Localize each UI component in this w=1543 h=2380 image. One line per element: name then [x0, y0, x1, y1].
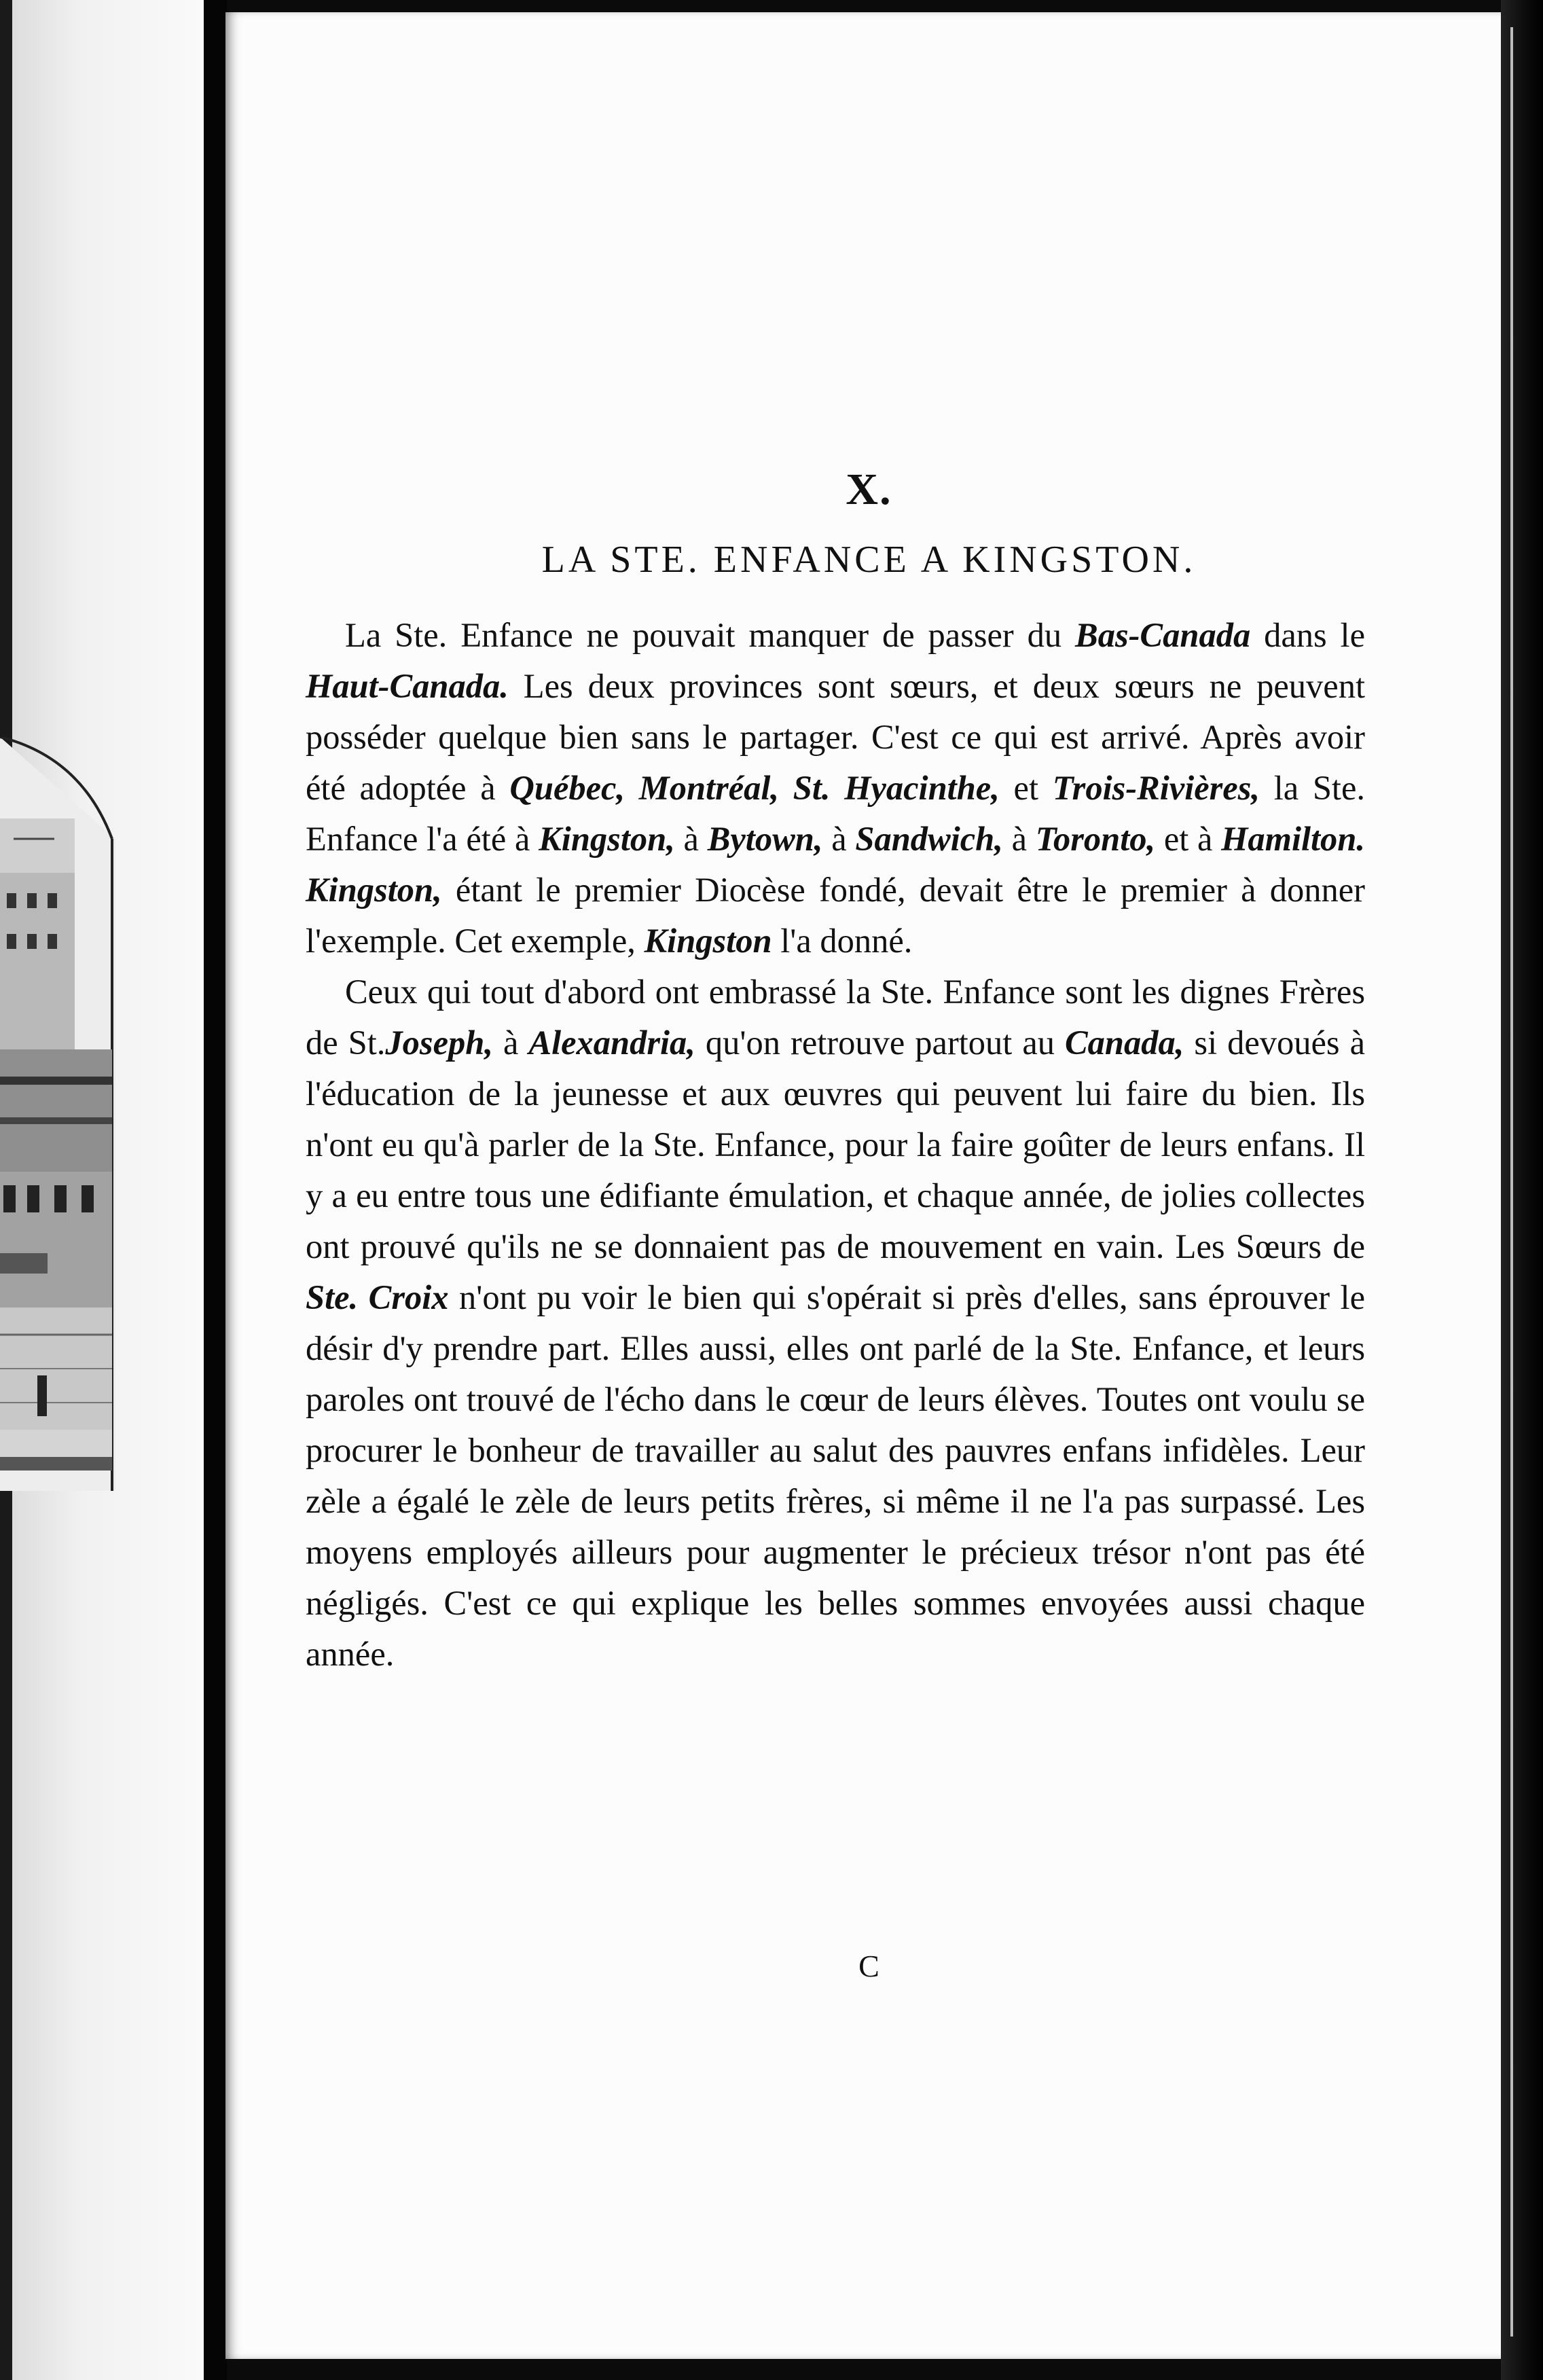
paragraph: [306, 610, 1365, 967]
text-run: à: [492, 1024, 529, 1062]
book-gutter: [204, 0, 227, 2380]
italic-run: Trois-Rivières,: [1052, 769, 1260, 807]
right-page-edge: [1501, 0, 1543, 2380]
italic-run: Sandwich,: [855, 820, 1003, 858]
italic-run: Toronto,: [1035, 820, 1156, 858]
text-run: l'a donné.: [772, 922, 913, 960]
facing-page-left: [0, 0, 204, 2380]
italic-run: St. Hyacinthe,: [793, 769, 1000, 807]
italic-run: Kingston,: [306, 871, 442, 909]
italic-run: Ste. Croix: [306, 1278, 449, 1316]
italic-run: Bas-Canada: [1075, 616, 1251, 654]
italic-run: Hamilton.: [1221, 820, 1366, 858]
book-page: [225, 12, 1512, 2359]
italic-run: Canada,: [1065, 1024, 1184, 1062]
text-run: qu'on retrouve partout au: [695, 1024, 1065, 1062]
text-run: étant le premier Diocèse fondé, devait être le premier à donner l'exemple. Cet exemple,: [306, 871, 1365, 960]
italic-run: Haut-Canada.: [306, 667, 509, 705]
text-run: la Ste. Enfance l'a été à: [306, 769, 1365, 858]
text-run: si devoués à l'éducation de la jeunesse et aux œuvres qui peuvent lui faire du bien. Ils n'ont eu qu'à parler de la Ste. Enfance, pour la faire goûter de leurs enfans. Il y a eu entre tous une édifiante émulation, et chaque année, de jolies collectes ont prouvé qu'ils ne se donnaient pas de mouvement en vain. Les Sœurs de: [306, 1024, 1365, 1265]
text-run: à: [1002, 820, 1036, 858]
text-run: Les deux provinces sont sœurs, et deux sœurs ne peuvent posséder quelque bien sans le partager. C'est ce qui est arrivé. Après avoir été adoptée à: [306, 667, 1365, 807]
signature-mark: C: [858, 1949, 879, 1983]
text-run: La Ste. Enfance ne pouvait manquer de passer du: [345, 616, 1076, 654]
chapter-number: X.: [846, 465, 892, 514]
text-run: Ceux qui tout d'abord ont embrassé la Ste. Enfance sont les dignes Frères de St.: [306, 973, 1365, 1062]
italic-run: Bytown,: [707, 820, 823, 858]
italic-run: Québec,: [509, 769, 625, 807]
italic-run: Alexandria,: [528, 1024, 695, 1062]
italic-run: Joseph,: [385, 1024, 493, 1062]
body-text: [306, 610, 1365, 1680]
text-run: [625, 769, 639, 807]
text-run: [779, 769, 793, 807]
text-run: n'ont pu voir le bien qui s'opérait si près d'elles, sans éprouver le désir d'y prendre part. Elles aussi, elles ont parlé de la Ste. Enfance, et leurs paroles ont trouvé de l'écho dans le cœur de leurs élèves. Toutes ont voulu se procurer le bonheur de travailler au salut des pauvres enfans infidèles. Leur zèle a égalé le zèle de leurs petits frères, si même il ne l'a pas surpassé. Les moyens employés ailleurs pour augmenter le précieux trésor n'ont pas été négligés. C'est ce qui explique les belles sommes envoyées aussi chaque année.: [306, 1278, 1365, 1673]
italic-run: Kingston: [644, 922, 772, 960]
engraving-illustration: [0, 737, 115, 1491]
paragraph: [306, 967, 1365, 1680]
italic-run: Montréal,: [638, 769, 780, 807]
text-run: à: [822, 820, 856, 858]
page-edge-line: [1510, 27, 1513, 2337]
chapter-title: LA STE. ENFANCE A KINGSTON.: [541, 539, 1197, 581]
text-run: et à: [1155, 820, 1222, 858]
italic-run: Kingston,: [539, 820, 675, 858]
text-run: à: [674, 820, 708, 858]
text-run: dans le: [1250, 616, 1365, 654]
text-run: et: [999, 769, 1053, 807]
